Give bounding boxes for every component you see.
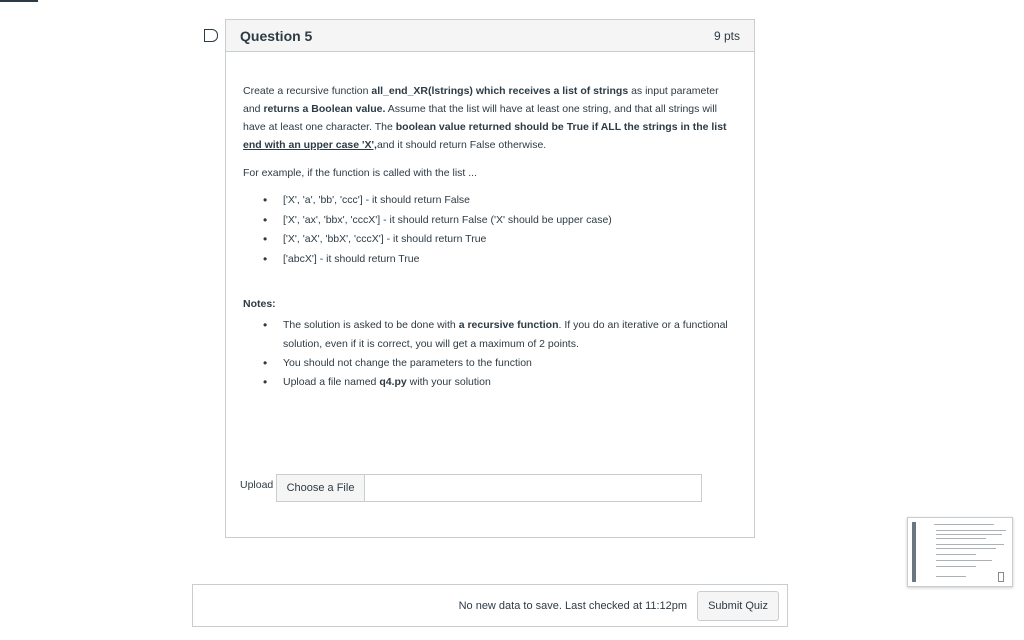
- thumbnail-line: [934, 524, 994, 525]
- thumbnail-line: [936, 530, 1006, 531]
- examples-list: [243, 191, 733, 269]
- thumbnail-line: [936, 566, 976, 567]
- notes-title: Notes:: [243, 298, 276, 310]
- thumbnail-line: [936, 544, 1004, 545]
- question-header: [226, 20, 754, 52]
- question-points: 9 pts: [713, 28, 740, 43]
- notes-list: [243, 316, 733, 392]
- list-item: • ['X', 'ax', 'bbx', 'cccX'] - it should return False ('X' should be upper case): [243, 211, 733, 231]
- page-thumbnail[interactable]: [907, 517, 1013, 587]
- submit-quiz-button[interactable]: Submit Quiz: [697, 591, 779, 621]
- flag-icon[interactable]: [204, 29, 218, 42]
- question-title: Question 5: [240, 27, 313, 44]
- top-progress-bar: [0, 0, 38, 2]
- list-item: • ['X', 'a', 'bb', 'ccc'] - it should return False: [243, 191, 733, 211]
- list-item: • You should not change the parameters to the function: [243, 354, 733, 373]
- thumbnail-line: [936, 554, 976, 555]
- upload-label: Upload: [240, 479, 274, 491]
- file-upload-field[interactable]: [276, 474, 702, 502]
- question-description: Create a recursive function all_end_XR(lstrings) which receives a list of strings as input parameter and returns a Boolean value. Assume that the list will have at least one string, and that all strings will have at least one character. The boolean value returned should be True if ALL the strings in the list end with an upper case 'X',and it should return False otherwise.: [243, 85, 727, 151]
- question-card: [225, 19, 755, 538]
- choose-file-button[interactable]: Choose a File: [277, 475, 365, 501]
- upload-row: [240, 474, 702, 502]
- thumbnail-line: [936, 560, 992, 561]
- list-item: • ['X', 'aX', 'bbX', 'cccX'] - it should return True: [243, 230, 733, 250]
- quiz-footer: [192, 584, 788, 627]
- question-body: [243, 82, 733, 392]
- thumbnail-line: [936, 548, 996, 549]
- example-intro: For example, if the function is called with the list ...: [243, 167, 478, 179]
- thumbnail-line: [936, 538, 986, 539]
- thumbnail-line: [936, 534, 1002, 535]
- thumbnail-rail: [912, 522, 916, 582]
- list-item: • Upload a file named q4.py with your solution: [243, 373, 733, 392]
- list-item: • ['abcX'] - it should return True: [243, 250, 733, 270]
- thumbnail-line: [936, 576, 966, 577]
- thumbnail-indicator: [998, 572, 1004, 582]
- list-item: • The solution is asked to be done with a recursive function. If you do an iterative or a functional solution, even if it is correct, you will get a maximum of 2 points.: [243, 316, 733, 354]
- save-status: No new data to save. Last checked at 11:12pm: [458, 599, 688, 612]
